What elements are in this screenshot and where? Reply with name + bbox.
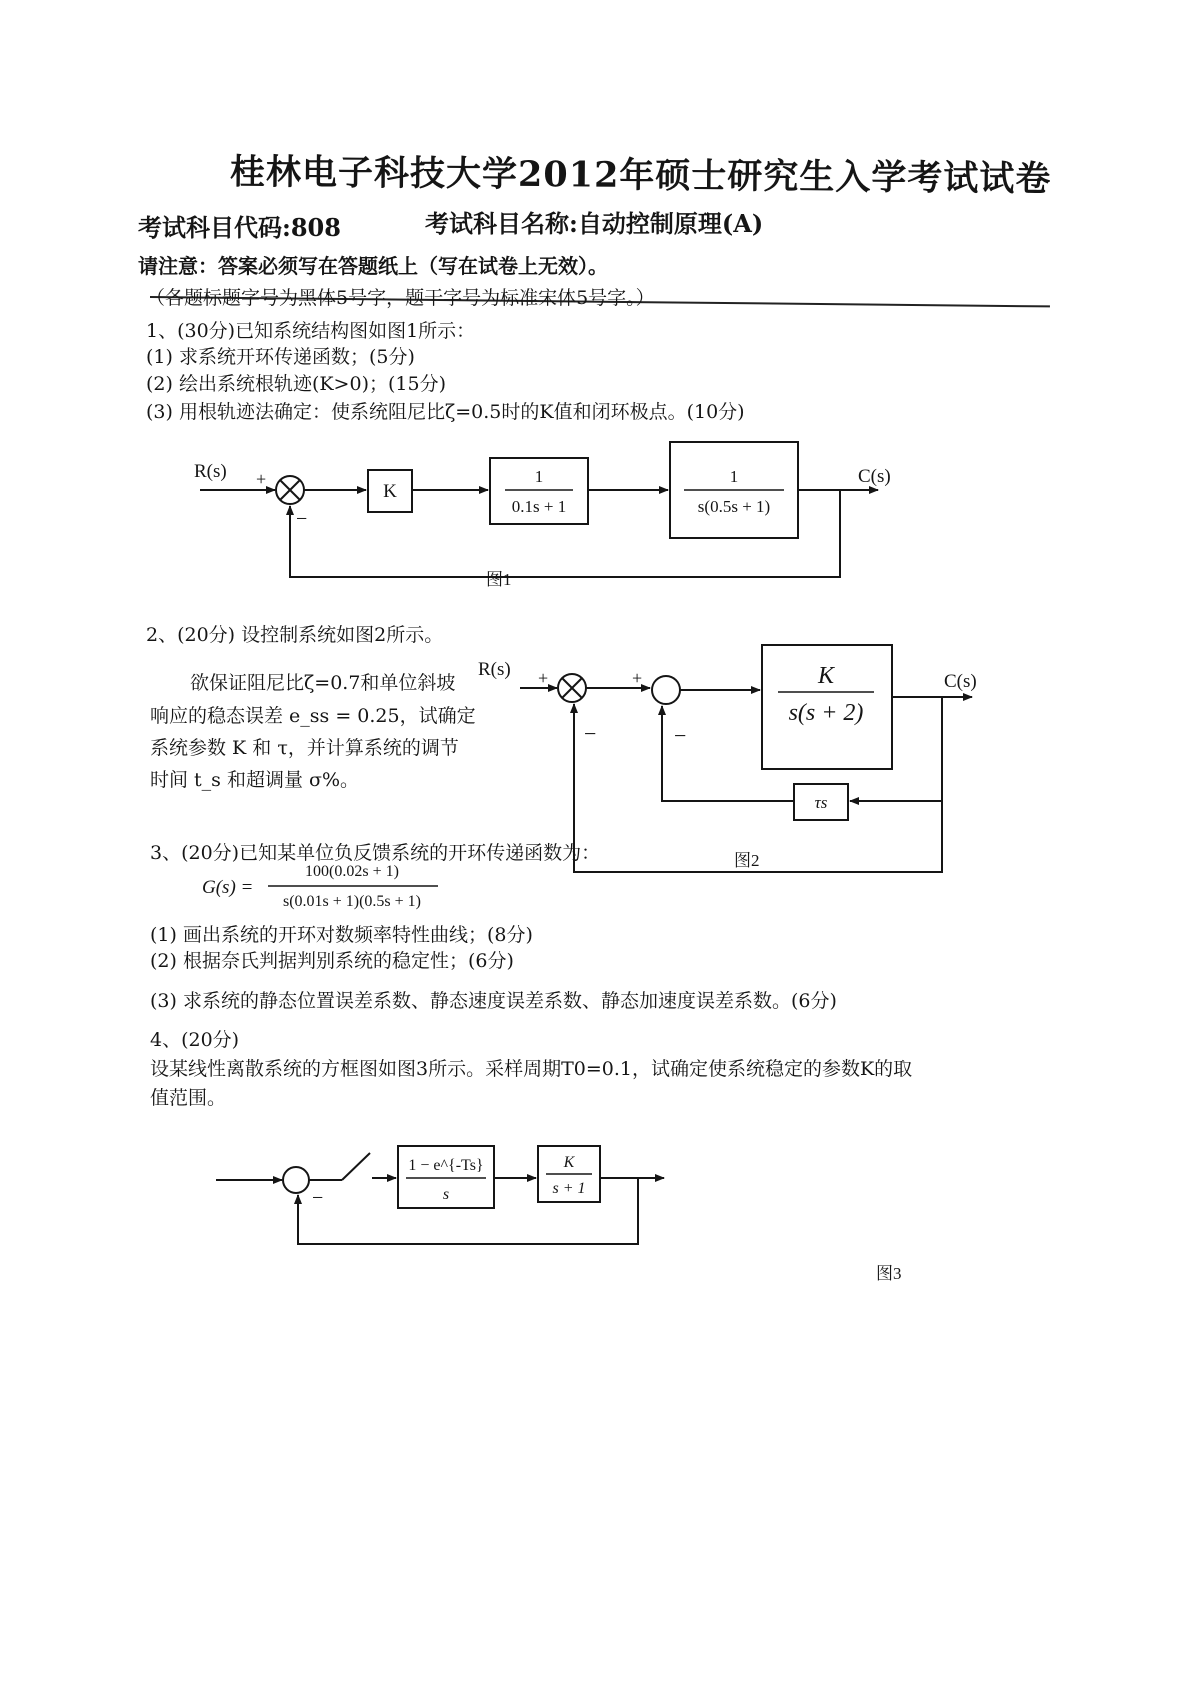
- q2-text-1: 欲保证阻尼比ζ=0.7和单位斜坡: [190, 672, 456, 694]
- fig2-plant-denominator: s(s + 2): [788, 700, 864, 726]
- fig3-feedback-path: [298, 1178, 638, 1244]
- fig3-summing-junction: [283, 1167, 309, 1193]
- fig1-minus-sign: −: [296, 508, 308, 530]
- fig3-zoh-numerator: 1 − e^{-Ts}: [408, 1157, 484, 1174]
- fig1-plus-sign: +: [256, 469, 267, 489]
- q2-stem: 2、(20分) 设控制系统如图2所示。: [146, 624, 444, 646]
- font-note: （各题标题字号为黑体5号字，题干字号为标准宋体5号字。）: [146, 287, 655, 309]
- fig2-input-label: R(s): [478, 659, 511, 680]
- q4-stem: 4、(20分): [150, 1029, 240, 1051]
- fig3-zoh-denominator: s: [442, 1186, 450, 1203]
- figure-2: [478, 645, 977, 872]
- fig3-sampler-switch: [342, 1153, 370, 1180]
- fig2-plus-sign-1: +: [538, 668, 549, 688]
- fig1-tf1-numerator: 1: [534, 467, 544, 486]
- q3-stem: 3、(20分)已知某单位负反馈系统的开环传递函数为：: [150, 842, 601, 864]
- fig1-output-label: C(s): [858, 466, 891, 487]
- q1-stem: 1、(30分)已知系统结构图如图1所示：: [146, 320, 476, 342]
- fig2-outer-feedback-path: [574, 704, 942, 872]
- q3-formula: [202, 863, 438, 910]
- q2-text-3: 系统参数 K 和 τ，并计算系统的调节: [150, 737, 459, 759]
- figure-3: [216, 1146, 902, 1283]
- q2-text-2: 响应的稳态误差 e_ss = 0.25，试确定: [150, 705, 476, 727]
- fig1-summing-junction: [276, 476, 304, 504]
- answer-notice: 请注意：答案必须写在答题纸上（写在试卷上无效）。: [138, 254, 608, 278]
- subject-code: 考试科目代码:808: [138, 213, 341, 242]
- fig2-output-label: C(s): [944, 671, 977, 692]
- fig1-input-label: R(s): [194, 461, 227, 482]
- fig1-tf2-denominator: s(0.5s + 1): [697, 497, 771, 516]
- q1-item-3: (3) 用根轨迹法确定：使系统阻尼比ζ=0.5时的K值和闭环极点。(10分): [146, 401, 745, 423]
- fig3-plant-denominator: s + 1: [552, 1180, 586, 1197]
- q3-formula-numerator: 100(0.02s + 1): [305, 863, 399, 880]
- fig2-plus-sign-2: +: [632, 668, 643, 688]
- fig3-plant-numerator: K: [563, 1154, 575, 1171]
- fig2-feedback-label: τs: [814, 793, 828, 812]
- subject-name: 考试科目名称:自动控制原理(A): [425, 209, 764, 238]
- fig2-inner-feedback-in: [850, 697, 942, 801]
- fig2-summing-junction-1: [558, 674, 586, 702]
- q1-item-1: (1) 求系统开环传递函数；(5分): [146, 346, 415, 368]
- q3-formula-lhs: G(s) =: [202, 877, 254, 898]
- q4-text-2: 值范围。: [150, 1087, 227, 1109]
- fig2-plant-numerator: K: [817, 663, 835, 689]
- q3-formula-denominator: s(0.01s + 1)(0.5s + 1): [282, 893, 422, 910]
- q3-item-3: (3) 求系统的静态位置误差系数、静态速度误差系数、静态加速度误差系数。(6分): [150, 990, 837, 1012]
- fig2-summing-junction-2: [652, 676, 680, 704]
- figure-1: [194, 442, 891, 589]
- q2-text-4: 时间 t_s 和超调量 σ%。: [150, 769, 360, 791]
- q4-text-1: 设某线性离散系统的方框图如图3所示。采样周期T0=0.1，试确定使系统稳定的参数K的取: [150, 1058, 913, 1080]
- fig1-gain-label: K: [383, 481, 397, 502]
- fig1-tf1-denominator: 0.1s + 1: [511, 497, 567, 516]
- fig2-minus-sign-1: −: [584, 721, 597, 746]
- q1-item-2: (2) 绘出系统根轨迹(K>0)；(15分): [146, 373, 446, 395]
- fig2-minus-sign-2: −: [674, 723, 687, 748]
- fig1-caption: 图1: [486, 570, 512, 589]
- exam-title: 桂林电子科技大学2012年硕士研究生入学考试试卷: [229, 151, 1052, 200]
- fig3-minus-sign: −: [312, 1187, 324, 1209]
- fig2-caption: 图2: [734, 851, 760, 870]
- q3-item-2: (2) 根据奈氏判据判别系统的稳定性；(6分): [150, 950, 514, 972]
- q3-item-1: (1) 画出系统的开环对数频率特性曲线；(8分): [150, 924, 533, 946]
- fig2-inner-feedback-out: [662, 706, 794, 801]
- fig1-tf2-numerator: 1: [729, 467, 739, 486]
- fig3-caption: 图3: [876, 1264, 902, 1283]
